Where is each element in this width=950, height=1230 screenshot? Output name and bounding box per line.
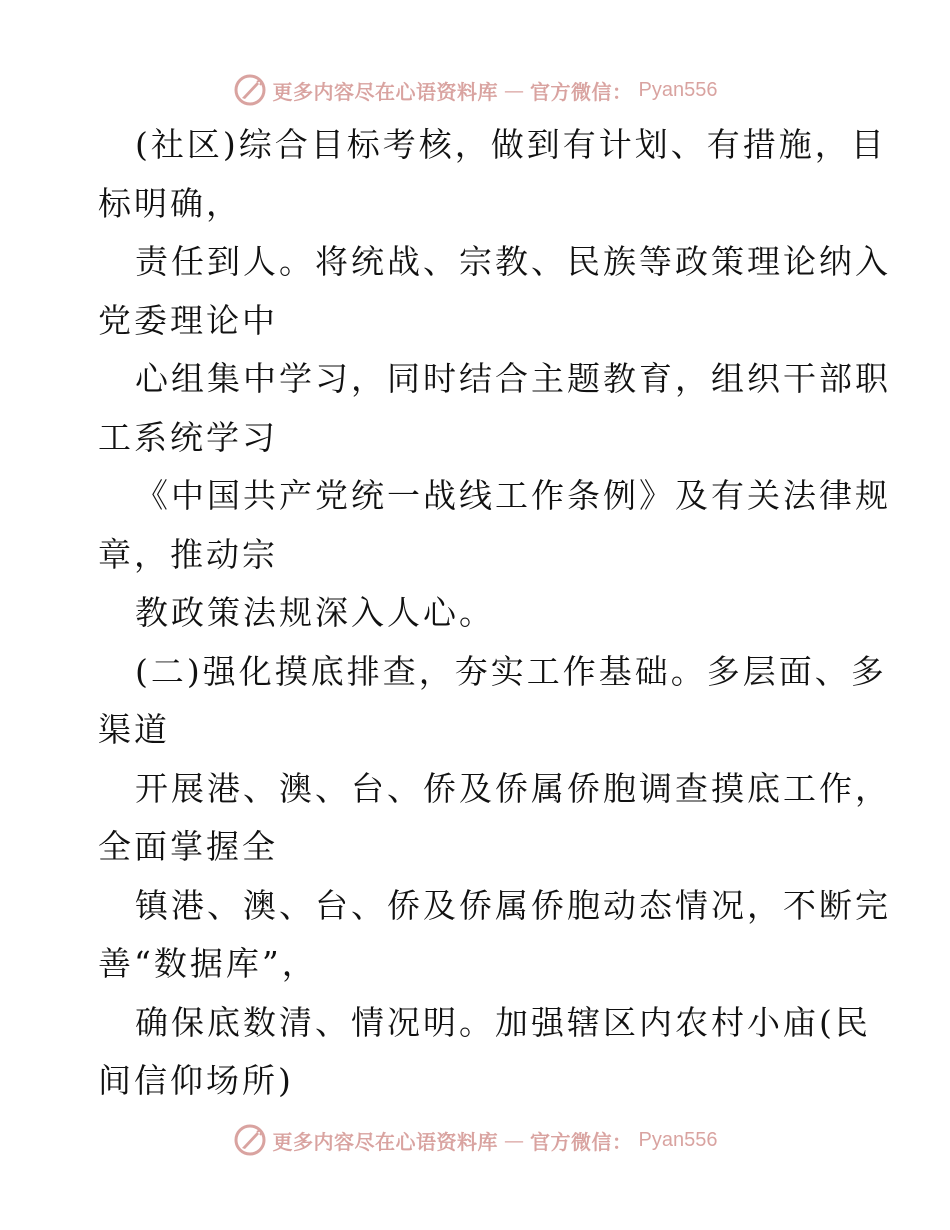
text-line: 工系统学习 [98,417,278,457]
footer-watermark [0,1120,950,1160]
text-line: 确保底数清、情况明。加强辖区内农村小庙(民 [135,1002,871,1042]
watermark-contact-id: Pyan556 [638,78,718,101]
header-watermark [0,70,950,110]
text-line: 善“数据库”， [98,944,318,983]
text-line: 镇港、澳、台、侨及侨属侨胞动态情况，不断完 [135,885,891,925]
watermark-contact-id: Pyan556 [638,1128,718,1151]
text-line: 《中国共产党统一战线工作条例》及有关法律规 [135,476,891,515]
watermark-contact-prefix: 官方微信： [530,1129,633,1154]
text-line: 开展港、澳、台、侨及侨属侨胞调查摸底工作， [135,768,891,808]
feather-pen-logo-icon [233,1123,267,1157]
watermark-separator: — [504,78,525,102]
text-line: 教政策法规深入人心。 [135,593,495,632]
watermark-separator: — [504,1128,525,1152]
text-line: 标明确， [98,183,242,223]
document-body [98,116,891,1111]
text-line: 责任到人。将统战、宗教、民族等政策理论纳入 [135,242,891,281]
text-line: 心组集中学习，同时结合主题教育，组织干部职 [135,359,891,398]
text-line: 党委理论中 [98,300,278,340]
watermark-brand: 更多内容尽在心语资料库 [272,79,499,104]
text-line: (社区)综合目标考核，做到有计划、有措施，目 [135,125,887,164]
feather-pen-logo-icon [233,73,267,107]
text-line: 间信仰场所) [98,1061,294,1100]
watermark-contact-prefix: 官方微信： [530,79,633,104]
text-line: (二)强化摸底排查，夯实工作基础。多层面、多 [135,651,887,691]
text-line: 渠道 [98,710,170,749]
watermark-brand: 更多内容尽在心语资料库 [272,1129,499,1154]
text-line: 全面掌握全 [98,827,278,866]
text-line: 章，推动宗 [98,534,278,574]
